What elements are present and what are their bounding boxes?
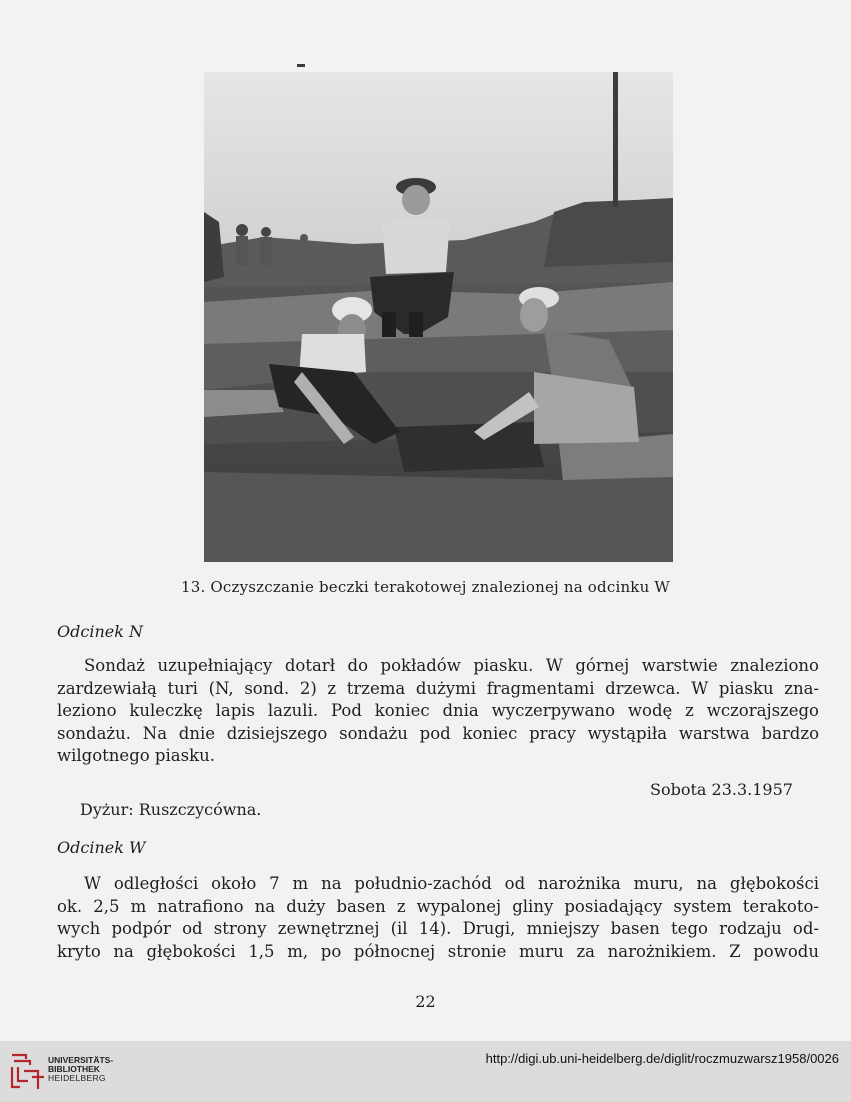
source-url-link[interactable]: http://digi.ub.uni-heidelberg.de/diglit/roczmuzwarsz1958/0026 <box>485 1051 839 1066</box>
text-line: Sondaż uzupełniający dotarł do pokładów piasku. W górnej warstwie znaleziono <box>84 656 819 675</box>
library-name-line: UNIVERSITÄTS- <box>48 1055 114 1065</box>
text-line: wych podpór od strony zewnętrznej (il 14). Drugi, mniejszy basen tego rodzaju od- <box>57 919 819 938</box>
text-line: wilgotnego piasku. <box>57 746 215 765</box>
duty-note: Dyżur: Ruszczycówna. <box>80 800 262 819</box>
section-heading-n: Odcinek N <box>57 622 143 641</box>
print-speck <box>297 64 305 67</box>
text-line: zardzewiałą turi (N, sond. 2) z trzema dużymi fragmentami drzewca. W piasku zna- <box>57 678 819 698</box>
library-name <box>48 1056 113 1083</box>
entry-date: Sobota 23.3.1957 <box>650 780 793 799</box>
text-line: sondażu. Na dnie dzisiejszego sondażu pod koniec pracy wystąpiła warstwa bardzo <box>57 723 819 743</box>
library-name-line: HEIDELBERG <box>48 1073 106 1083</box>
library-logo-icon[interactable] <box>8 1049 48 1093</box>
library-name-line: BIBLIOTHEK <box>48 1064 100 1074</box>
excavation-photograph <box>204 72 673 562</box>
page-number: 22 <box>415 992 436 1011</box>
paragraph-section-n <box>57 655 819 768</box>
text-line: kryto na głębokości 1,5 m, po północnej stronie muru za narożnikiem. Z powodu <box>57 941 819 961</box>
section-heading-w: Odcinek W <box>57 838 146 857</box>
text-line: leziono kuleczkę lapis lazuli. Pod koniec dnia wyczerpywano wodę z wczorajszego <box>57 701 819 720</box>
footer-bar <box>0 1041 851 1102</box>
text-line: ok. 2,5 m natrafiono na duży basen z wypalonej gliny posiadający system terakoto- <box>57 896 819 916</box>
photo-caption: 13. Oczyszczanie beczki terakotowej znalezionej na odcinku W <box>180 578 671 596</box>
paragraph-section-w <box>57 873 819 963</box>
text-line: W odległości około 7 m na południo-zachód od narożnika muru, na głębokości <box>84 874 819 893</box>
